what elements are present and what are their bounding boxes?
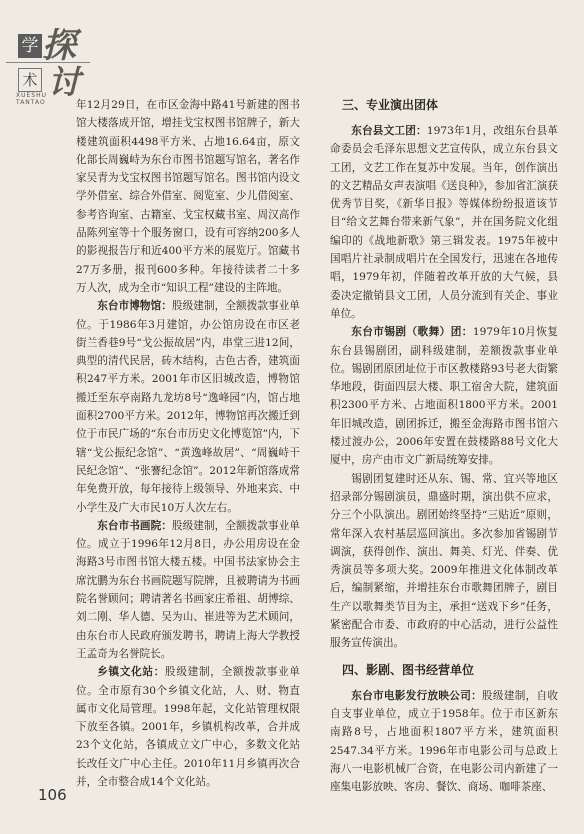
museum-text: 股级建制，全额拨款事业单位。于1986年3月建馆，办公馆房设在市区老街兰香巷9号“戈公振故居”内，串堂三进12间，典型的清代民居，砖木结构，古色古香，建筑面积247平方米。2001年市区旧城改造，博物馆搬迁至东亭南路九龙坊8号“逸峰园”内，馆占地面积2700平方米。2012年，博物馆再次搬迁到位于市民广场的“东台市历史文化博览馆”内，下辖“戈公振纪念馆”、“黄逸峰故居”、“周巍峙干民纪念馆”、“张謇纪念馆”。2012年新馆落成常年免费开放，每年接待上级领导、外地来宾、中小学生及广大市民10万人次左右。 (76, 300, 301, 514)
masthead-char-tan: 探 (42, 26, 76, 66)
section-masthead (6, 28, 96, 106)
masthead-pinyin (16, 92, 47, 106)
painting-academy-text: 股级建制，全额拨款事业单位。成立于1996年12月8日，办公用房设在金海路3号市图书馆大楼五楼。中国书法家协会主席沈鹏为东台书画院题写院牌，且被聘请为书画院名誉顾问；聘请著名书画家庄希祖、胡博综、刘二刚、华人德、吴为山、崔进等为艺术顾问，由东台市人民政府颁发聘书，聘请上海大学教授王孟奇为名誉院长。 (76, 519, 301, 660)
paragraph-museum (76, 297, 300, 517)
section-heading-4: 四、影剧、图书经营单位 (342, 662, 475, 677)
right-column (330, 96, 558, 796)
troupe-heading: 东台县文工团： (351, 125, 427, 137)
masthead-char-tao: 讨 (48, 63, 81, 101)
section-heading-3: 三、专业演出团体 (342, 98, 439, 112)
culture-stations-heading: 乡镇文化站： (97, 666, 166, 679)
paragraph-xi-opera-2: 锡剧团复建时还从东、锡、常、宜兴等地区招录部分锡剧演员，鼎盛时期，演出供不应求，分三个小队演出。剧团始终坚持“三贴近”原则，常年深入农村基层巡回演出。多次参加省锡剧节调演，获得创作、演出、舞美、灯光、伴奏、优秀演员等多项大奖。2009年推进文化体制改革后，编制紧缩，并增挂东台市歌舞团牌子，剧目生产以歌舞类节目为主，承担“送戏下乡”任务，紧密配合市委、市政府的中心活动，进行公益性服务宣传演出。 (330, 472, 558, 650)
paragraph-painting-academy (76, 517, 300, 663)
paragraph-culture-stations (76, 663, 300, 791)
film-company-text: 股级建制，自收自支事业单位，成立于1958年。位于市区新东南路8号，占地面积1807平方米，建筑面积2547.34平方米。1996年市电影公司与总政上海八一电影机械厂合资，在电影公司内新建了一座集电影放映、客房、餐饮、商场、咖啡茶座、 (330, 689, 558, 794)
paragraph-library: 年12月29日，在市区金海中路41号新建的图书馆大楼落成开馆，增挂戈宝权图书馆牌子，新大楼建筑面积4498平方米、占地16.64亩，原文化部长周巍峙为东台市图书馆题写馆名，著名作家吴青为戈宝权图书馆题写馆名。图书馆内设文学外借室、综合外借室、阅览室、少儿借阅室、参考咨询室、古籍室、戈宝权藏书室、周汉高作品陈列室等十个服务窗口，设有可容纳200多人的影视报告厅和近400平方米的展览厅。馆藏书27万多册，报刊600多种。年接待读者二十多万人次，成为全市“知识工程”建设的主阵地。 (76, 99, 300, 294)
left-column (76, 96, 300, 791)
paragraph-troupe (330, 122, 558, 323)
xi-opera-text: 1979年10月恢复东台县锡剧团，副科级建制，差额拨款事业单位。锡剧团原团址位于市区教楼路93号老大街繁华地段，街面四层大楼、职工宿舍大院，建筑面积2300平方米、占地面积1800平方米。2001年旧城改造，剧团拆迁，搬至金海路市图书馆六楼过渡办公，2006年安置在鼓楼路88号文化大厦中，房产由市文广新局统筹安排。 (330, 326, 558, 467)
paragraph-film-company (330, 687, 558, 797)
film-company-heading: 东台市电影发行放映公司： (351, 689, 482, 702)
museum-heading: 东台市博物馆： (97, 300, 172, 313)
masthead-pinyin-2: TANTAO (16, 99, 46, 106)
culture-stations-text: 股级建制，全额拨款事业单位。全市原有30个乡镇文化站，人、财、物直属市文化局管理。1998年起，文化站管理权限下放至各镇。2001年，乡镇机构改革，合并成23个文化站，各镇成立文广中心，多数文化站长改任文广中心主任。2010年11月乡镇再次合并，全市整合成14个文化站。 (76, 666, 301, 788)
page-number: 106 (38, 786, 67, 804)
painting-academy-heading: 东台市书画院： (97, 519, 172, 532)
masthead-pinyin-1: XUESHU (16, 92, 48, 99)
paragraph-xi-opera (330, 323, 558, 469)
troupe-text: 1973年1月，改组东台县革命委员会毛泽东思想文艺宣传队，成立东台县文工团，文艺工作在复苏中发展。当年，创作演出的文艺精品女声表演唱《送良种》，参加省汇演获优秀节目奖，《新华日报》等媒体纷纷报道该节目“给文艺舞台带来新气象”，并在国务院文化组编印的《战地新歌》第三辑发表。1975年被中国唱片社录制成唱片在全国发行，迅速在各地传唱，1979年初，伴随着改革开放的大气候，县委决定撤销县文工团，人员分流到有关企、事业单位。 (330, 125, 559, 320)
masthead-char-xue: 学 (18, 34, 42, 58)
masthead-char-shu: 术 (18, 68, 42, 92)
xi-opera-heading: 东台市锡剧（歌舞）团： (351, 326, 473, 339)
